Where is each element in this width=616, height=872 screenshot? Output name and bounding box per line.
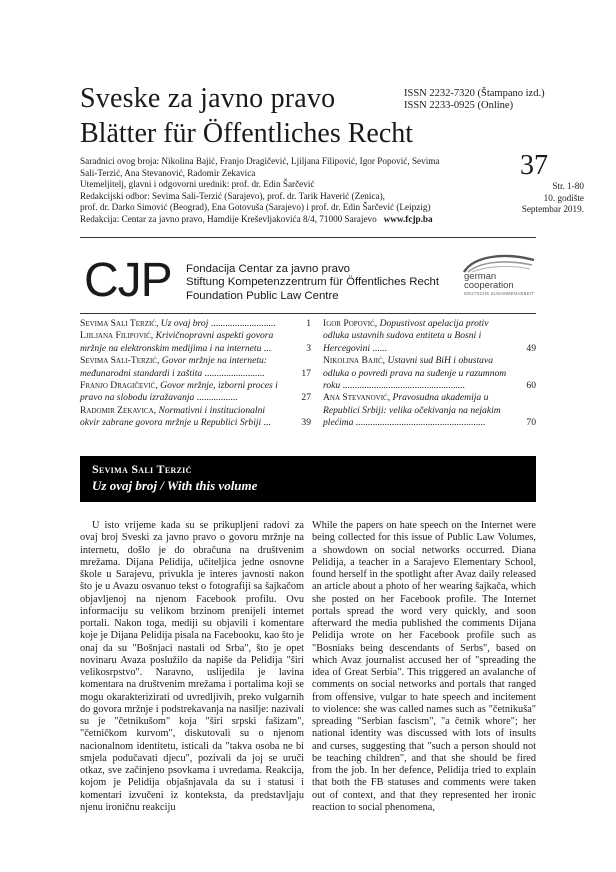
toc-title: Govor mržnje, izborni proces i pravo na slobodu izražavanja <box>80 380 278 404</box>
editorial-text-english <box>312 520 536 814</box>
toc-entry[interactable]: Franjo Dragičević, Govor mržnje, izborni proces i pravo na slobodu izražavanja ................. 27 <box>80 380 311 404</box>
board-line-cont: prof. dr. Darko Simović (Beograd), Ena Gotovuša (Sarajevo) i prof. dr. Edin Šarčević (Leipzig) <box>80 202 431 213</box>
toc-author: Sevima Sali Terzić <box>80 318 156 329</box>
issn-online: ISSN 2233-0925 (Online) <box>404 100 514 111</box>
toc-entry[interactable]: Nikolina Bajić, Ustavni sud BiH i obustava odluka o povredi prava na suđenje u razumnom roku ................................................... 60 <box>323 355 536 392</box>
toc-page: 27 <box>301 392 311 404</box>
toc-author: Igor Popović <box>323 318 375 329</box>
issue-number: 37 <box>520 150 548 181</box>
toc-right-column <box>323 318 536 430</box>
toc-author: Sevima Sali-Terzić <box>80 355 157 367</box>
address-text: Redakcija: Centar za javno pravo, Hamdije Kreševljakovića 8/4, 71000 Sarajevo <box>80 213 377 224</box>
toc-title: Ustavni sud BiH i obustava odluka o povredi prava na suđenje u razumnom roku <box>323 355 507 392</box>
toc-author: Nikolina Bajić <box>323 355 383 367</box>
contributors-line-cont: Sali-Terzić, Ana Stevanović, Radomir Zekavica <box>80 167 256 178</box>
issue-year: 10. godište <box>543 192 584 203</box>
editor-line: Utemeljitelj, glavni i odgovorni urednik: prof. dr. Edin Šarčević <box>80 179 315 190</box>
header-divider <box>80 237 536 238</box>
partner-text-2: cooperation <box>464 280 514 291</box>
toc-author: Ljiljana Filipović <box>80 330 151 342</box>
toc-title: Govor mržnje na internetu: međunarodni standardi i zaštita <box>80 355 268 379</box>
editorial-paragraph-en: While the papers on hate speech on the Internet were being collected for this issue of Public Law Volumes, a showdown on social networks occurred. Diana Pelidija, a teacher in a Sarajevo Elementary School, found herself in the spotlight after Avaz daily released an article about a photo of her wearing šajkača, which she posted on her Facebook profile. The Internet portals spread the word very quickly, and soon afterward the media published the comments Dijana Pelidija wrote on her Facebook profile such as "Bosniaks being descendants of Serbs", based on which Avaz journalist accused her of "spreading the idea of Great Serbia". This triggered an avalanche of comments on social networks and portals that ranged from offensive, vulgar to hate speech and incitement to violence: she was called names such as "četnikuša" spreading "Serbian fascism", "a četnik whore"; her national identity was discussed with lots of insults and curses, suggesting that "such a person should not be teaching children", and that she should be fired from the job. In her defence, Pelidija tried to explain that both the FB statuses and comments were taken out of context, and that they represented her ironic reaction to social phenomena, <box>312 520 536 813</box>
toc-title: Pravosudna akademija u Republici Srbiji: velika očekivanja na nejakim plećima <box>323 392 501 429</box>
cjp-logo: CJP <box>84 254 172 307</box>
toc-page: 3 <box>306 342 311 354</box>
toc-entry[interactable]: Radomir Zekavica, Normativni i institucionalni okvir zabrane govora mržnje u Republici Srbiji ... 39 <box>80 404 311 429</box>
board-line: Redakcijski odbor: Sevima Sali-Terzić (Sarajevo), prof. dr. Tarik Haverić (Zenica), <box>80 190 385 201</box>
toc-author: Ana Stevanović <box>323 392 388 404</box>
toc-entry[interactable]: Sevima Sali Terzić, Uz ovaj broj ........................... 1 <box>80 318 311 329</box>
toc-entry[interactable]: Ljiljana Filipović, Krivičnopravni aspekti govora mržnje na elektronskim medijima i na internetu ... 3 <box>80 330 311 354</box>
foundation-name-bs: Fondacija Centar za javno pravo <box>186 263 350 275</box>
partner-text-3: DEUTSCHE ZUSAMMENARBEIT <box>464 291 535 296</box>
toc-title: Krivičnopravni aspekti govora mržnje na elektronskim medijima i na internetu <box>80 330 274 354</box>
toc-page: 70 <box>526 417 536 429</box>
german-cooperation-logo <box>460 250 538 302</box>
issue-meta <box>484 181 584 216</box>
toc-left-column <box>80 318 311 430</box>
toc-entry[interactable]: Ana Stevanović, Pravosudna akademija u Republici Srbiji: velika očekivanja na nejakim plećima ...................................................... 70 <box>323 392 536 429</box>
toc-author: Radomir Zekavica <box>80 404 154 416</box>
toc-title: Dopustivost apelacija protiv odluka ustavnih sudova entiteta u Bosni i Hercegovini <box>323 318 489 354</box>
issue-pages: Str. 1-80 <box>552 181 584 191</box>
editorial-author: Sevima Sali Terzić <box>92 462 192 476</box>
editorial-text-bosnian <box>80 520 304 814</box>
issn-block <box>404 88 545 112</box>
credits-block <box>80 156 480 226</box>
toc-page: 17 <box>301 367 311 379</box>
toc-page: 39 <box>301 417 311 429</box>
editorial-paragraph-bs: U isto vrijeme kada su se prikupljeni radovi za ovaj broj Sveski za javno pravo o govoru mržnje na internetu, došlo je do obračuna na društvenim mrežama. Dijana Pelidija, učiteljica jedne osnovne škole u Sarajevu, privukla je interes javnosti nakon što je u Avazu osvanuo tekst o fotografiji sa šajkačom objavljenoj na njenom Facebook profilu. Ovu informaciju su velikom brzinom prenijeli internet portali. Nakon toga, mediji su objavili i komentare koje je Dijana Pelidija pisala na Facebooku, kao što je onaj da su "Bošnjaci nastali od Srba", što je opet novinaru Avaza poslužilo da napiše da Pelidija "širi velikosrpstvo". Naravno, uslijedila je lavina komentara na društvenim mrežama i portalima koji se mogu okarakterizirati od uvredljivih, preko vulgarnih do govora mržnje i podstrekavanja na nasilje: nazivali su je "četnikušom" koja "širi srpski fašizam", "četničkom kurvom", diskutovali su o njenom nacionalnom identitetu, isticali da "takva osoba ne bi smjela podučavati djecu", pozivali da joj se uruči otkaz, sve začinjeno psovkama i uvredama. Reakcija, kojom je Pelidija objašnjavala da su i statusi i komentari izvučeni iz konteksta, da predstavljaju njenu ironičnu reakciju <box>80 520 304 813</box>
partner-text-1: german <box>464 271 497 282</box>
issn-print: ISSN 2232-7320 (Štampano izd.) <box>404 88 545 99</box>
toc-page: 1 <box>306 318 311 329</box>
issue-date: Septembar 2019. <box>521 204 584 215</box>
journal-title-bosnian: Sveske za javno pravo <box>80 83 336 114</box>
toc-divider <box>80 313 536 314</box>
foundation-name-en: Foundation Public Law Centre <box>186 289 339 302</box>
address-line <box>80 214 480 226</box>
editorial-banner <box>80 456 536 502</box>
contributors-line: Saradnici ovog broja: Nikolina Bajić, Franjo Dragičević, Ljiljana Filipović, Igor Popović, Sevima <box>80 156 440 166</box>
journal-title-german: Blätter für Öffentliches Recht <box>80 118 414 149</box>
toc-author: Franjo Dragičević <box>80 380 156 392</box>
toc-title: Normativni i institucionalni okvir zabrane govora mržnje u Republici Srbiji <box>80 404 266 429</box>
toc-title: Uz ovaj broj <box>160 318 209 329</box>
editorial-title: Uz ovaj broj / With this volume <box>92 478 258 493</box>
toc-entry[interactable]: Sevima Sali-Terzić, Govor mržnje na internetu: međunarodni standardi i zaštita ......................... 17 <box>80 355 311 379</box>
toc-entry[interactable]: Igor Popović, Dopustivost apelacija protiv odluka ustavnih sudova entiteta u Bosni i Hercegovini ...... 49 <box>323 318 536 354</box>
website-link[interactable]: www.fcjp.ba <box>383 213 433 224</box>
toc-page: 60 <box>526 380 536 392</box>
foundation-name-de: Stiftung Kompetenzzentrum für Öffentliches Recht <box>186 276 440 289</box>
toc-page: 49 <box>526 342 536 354</box>
foundation-names <box>186 263 439 303</box>
